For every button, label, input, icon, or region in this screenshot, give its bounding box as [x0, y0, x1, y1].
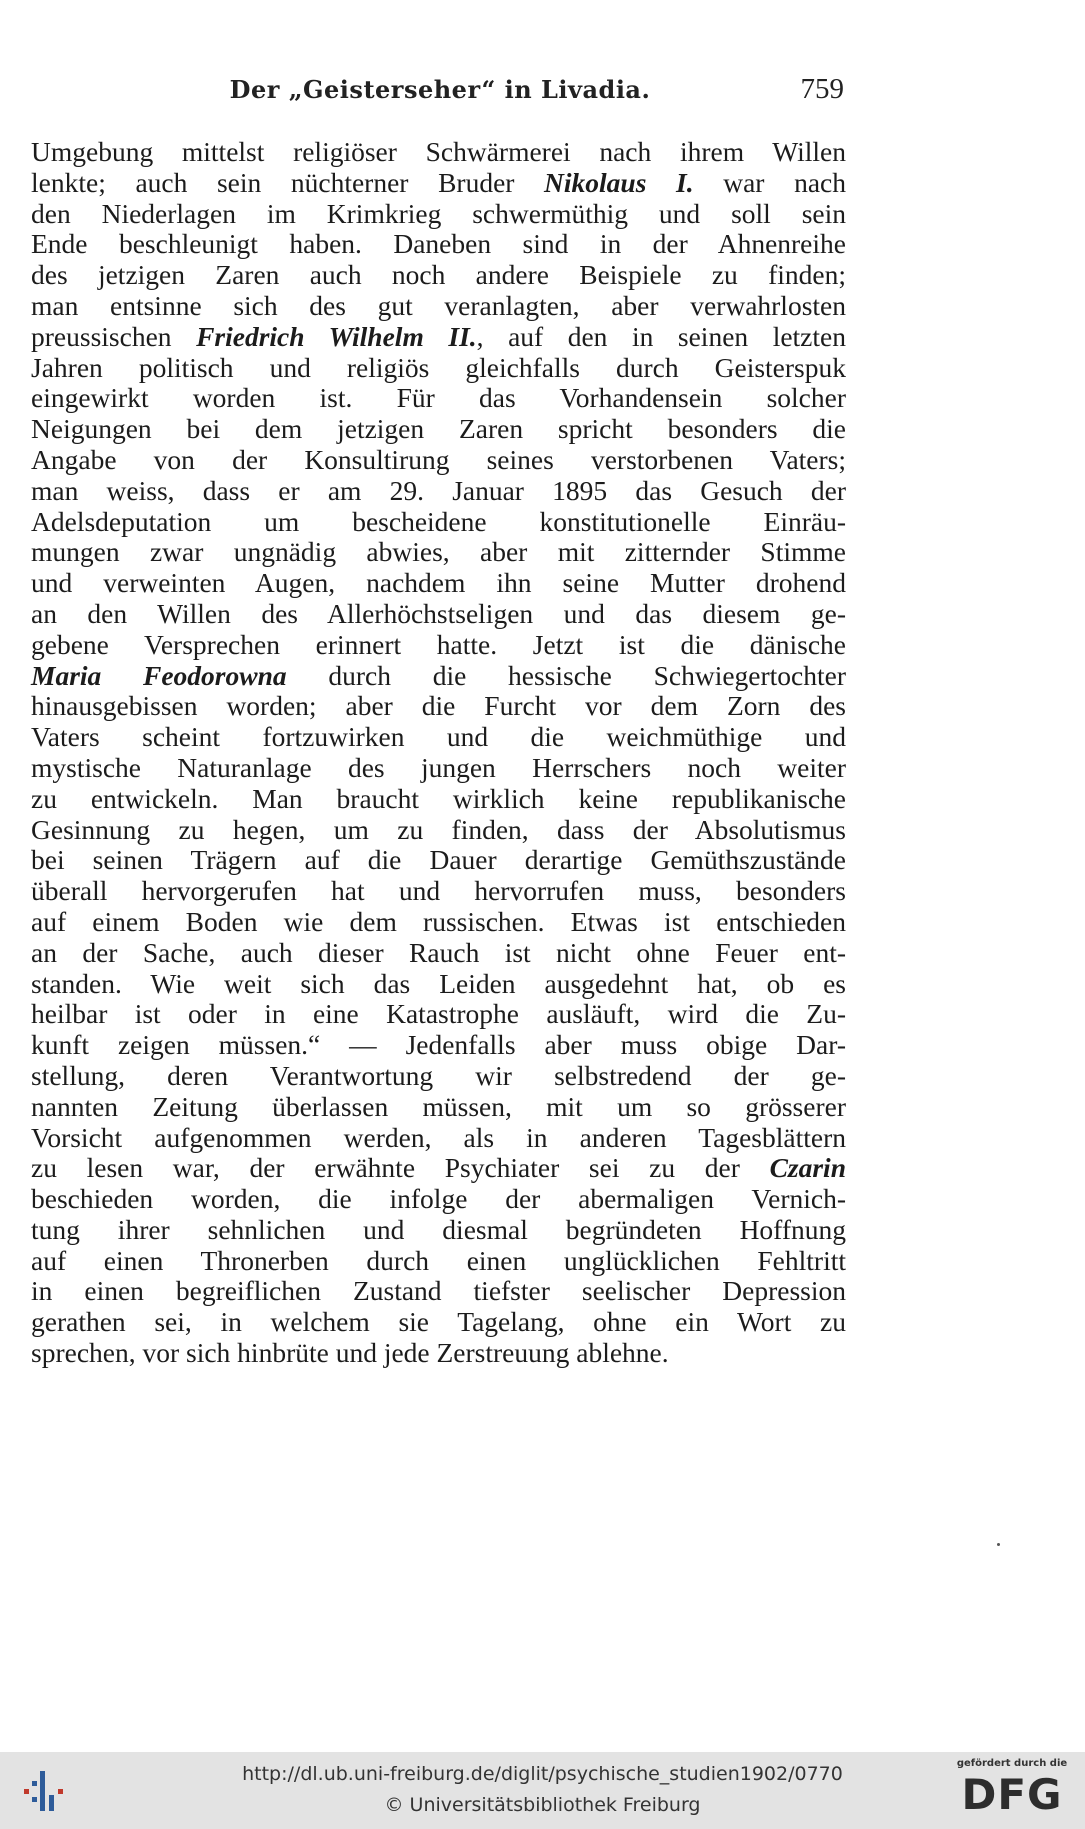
text-segment: Angabe von der Konsultirung seines verstorbenen Vaters; — [31, 443, 846, 475]
text-segment: Vorsicht aufgenommen werden, als in anderen Tagesblättern — [31, 1121, 846, 1153]
text-segment: lenkte; auch sein nüchterner Bruder — [31, 166, 545, 198]
text-segment: auf einen Thronerben durch einen unglücklichen Fehltritt — [31, 1244, 846, 1276]
text-segment: , auf den in seinen letzten — [476, 320, 846, 352]
footer-url[interactable]: http://dl.ub.uni-freiburg.de/diglit/psychische_studien1902/0770 — [242, 1763, 843, 1785]
text-line — [31, 691, 846, 722]
text-segment: hinausgebissen worden; aber die Furcht vor dem Zorn des — [31, 690, 846, 722]
text-line — [31, 1338, 846, 1369]
text-line — [31, 1123, 846, 1154]
text-line — [31, 260, 846, 291]
text-line — [31, 969, 846, 1000]
text-segment: Umgebung mittelst religiöser Schwärmerei nach ihrem Willen — [31, 136, 846, 167]
text-line — [31, 630, 846, 661]
footer-bar — [0, 1752, 1085, 1829]
text-segment: mystische Naturanlage des jungen Herrschers noch weiter — [31, 751, 846, 783]
text-line — [31, 1307, 846, 1338]
text-line — [31, 661, 846, 692]
text-segment: Neigungen bei dem jetzigen Zaren spricht besonders die — [31, 413, 846, 445]
text-line — [31, 445, 846, 476]
text-line — [31, 383, 846, 414]
scan-speck — [997, 1543, 1000, 1546]
italic-name: Czarin — [769, 1152, 846, 1184]
text-line — [31, 353, 846, 384]
text-line — [31, 999, 846, 1030]
text-segment: überall hervorgerufen hat und hervorrufen muss, besonders — [31, 875, 846, 907]
text-segment: in einen begreiflichen Zustand tiefster seelischer Depression — [31, 1275, 846, 1307]
text-line — [31, 907, 846, 938]
text-line — [31, 845, 846, 876]
text-line — [31, 229, 846, 260]
running-head — [36, 75, 844, 111]
text-line — [31, 1092, 846, 1123]
text-line — [31, 599, 846, 630]
text-line — [31, 784, 846, 815]
text-segment: nannten Zeitung überlassen müssen, mit um so grösserer — [31, 1090, 846, 1122]
text-segment: an der Sache, auch dieser Rauch ist nicht ohne Feuer ent- — [31, 936, 846, 968]
text-segment: tung ihrer sehnlichen und diesmal begründeten Hoffnung — [31, 1213, 846, 1245]
dfg-caption: gefördert durch die — [956, 1758, 1068, 1769]
text-line — [31, 507, 846, 538]
footer-copyright: © Universitätsbibliothek Freiburg — [384, 1794, 701, 1816]
text-segment: stellung, deren Verantwortung wir selbstredend der ge- — [31, 1059, 846, 1091]
text-line — [31, 291, 846, 322]
text-segment: an den Willen des Allerhöchstseligen und das diesem ge- — [31, 597, 846, 629]
text-line — [31, 322, 846, 353]
text-segment: gebene Versprechen erinnert hatte. Jetzt ist die dänische — [31, 628, 846, 660]
text-line — [31, 815, 846, 846]
text-line — [31, 1276, 846, 1307]
text-line — [31, 1184, 846, 1215]
text-segment: beschieden worden, die infolge der abermaligen Vernich- — [31, 1183, 846, 1215]
text-segment: auf einem Boden wie dem russischen. Etwas ist entschieden — [31, 905, 846, 937]
italic-name: Maria Feodorowna — [31, 659, 287, 691]
text-segment: den Niederlagen im Krimkrieg schwermüthig und soll sein — [31, 197, 846, 229]
text-segment: zu lesen war, der erwähnte Psychiater sei zu der — [31, 1152, 770, 1184]
text-line — [31, 753, 846, 784]
text-segment: war nach — [693, 166, 846, 198]
text-line — [31, 537, 846, 568]
text-segment: kunft zeigen müssen.“ — Jedenfalls aber muss obige Dar- — [31, 1029, 846, 1061]
text-line — [31, 414, 846, 445]
text-segment: standen. Wie weit sich das Leiden ausgedehnt hat, ob es — [31, 967, 846, 999]
dfg-logo-block — [953, 1757, 1071, 1825]
text-line — [31, 938, 846, 969]
text-segment: durch die hessische Schwiegertochter — [286, 659, 846, 691]
text-segment: eingewirkt worden ist. Für das Vorhandensein solcher — [31, 382, 846, 414]
italic-name: Friedrich Wilhelm II. — [196, 320, 477, 352]
text-segment: sprechen, vor sich hinbrüte und jede Zerstreuung ablehne. — [31, 1337, 669, 1369]
text-segment: Jahren politisch und religiös gleichfalls durch Geisterspuk — [31, 351, 846, 383]
text-line — [31, 199, 846, 230]
dfg-logo: DFG — [961, 1770, 1063, 1819]
text-line — [31, 1215, 846, 1246]
text-segment: heilbar ist oder in eine Katastrophe ausläuft, wird die Zu- — [31, 998, 846, 1030]
text-segment: und verweinten Augen, nachdem ihn seine Mutter drohend — [31, 567, 846, 599]
text-segment: mungen zwar ungnädig abwies, aber mit zitternder Stimme — [31, 536, 846, 568]
text-segment: zu entwickeln. Man braucht wirklich keine republikanische — [31, 782, 846, 814]
text-segment: gerathen sei, in welchem sie Tagelang, ohne ein Wort zu — [31, 1306, 846, 1338]
text-segment: Adelsdeputation um bescheidene konstitutionelle Einräu- — [31, 505, 846, 537]
text-line — [31, 568, 846, 599]
text-segment: bei seinen Trägern auf die Dauer derartige Gemüthszustände — [31, 844, 846, 876]
page-number: 759 — [800, 73, 844, 105]
text-line — [31, 1061, 846, 1092]
text-line — [31, 1153, 846, 1184]
text-line — [31, 876, 846, 907]
text-line — [31, 1246, 846, 1277]
text-segment: man weiss, dass er am 29. Januar 1895 das Gesuch der — [31, 474, 846, 506]
text-line — [31, 476, 846, 507]
text-segment: des jetzigen Zaren auch noch andere Beispiele zu finden; — [31, 259, 846, 291]
text-line — [31, 1030, 846, 1061]
text-line — [31, 722, 846, 753]
text-line — [31, 137, 846, 168]
body-text — [31, 137, 846, 1369]
text-segment: man entsinne sich des gut veranlagten, aber verwahrlosten — [31, 289, 846, 321]
italic-name: Nikolaus I. — [544, 166, 694, 198]
text-segment: Ende beschleunigt haben. Daneben sind in der Ahnenreihe — [31, 228, 846, 260]
text-line — [31, 168, 846, 199]
text-segment: Gesinnung zu hegen, um zu finden, dass der Absolutismus — [31, 813, 846, 845]
text-segment: preussischen — [31, 320, 197, 352]
running-title: Der „Geisterseher“ in Livadia. — [229, 75, 651, 104]
text-segment: Vaters scheint fortzuwirken und die weichmüthige und — [31, 721, 846, 753]
